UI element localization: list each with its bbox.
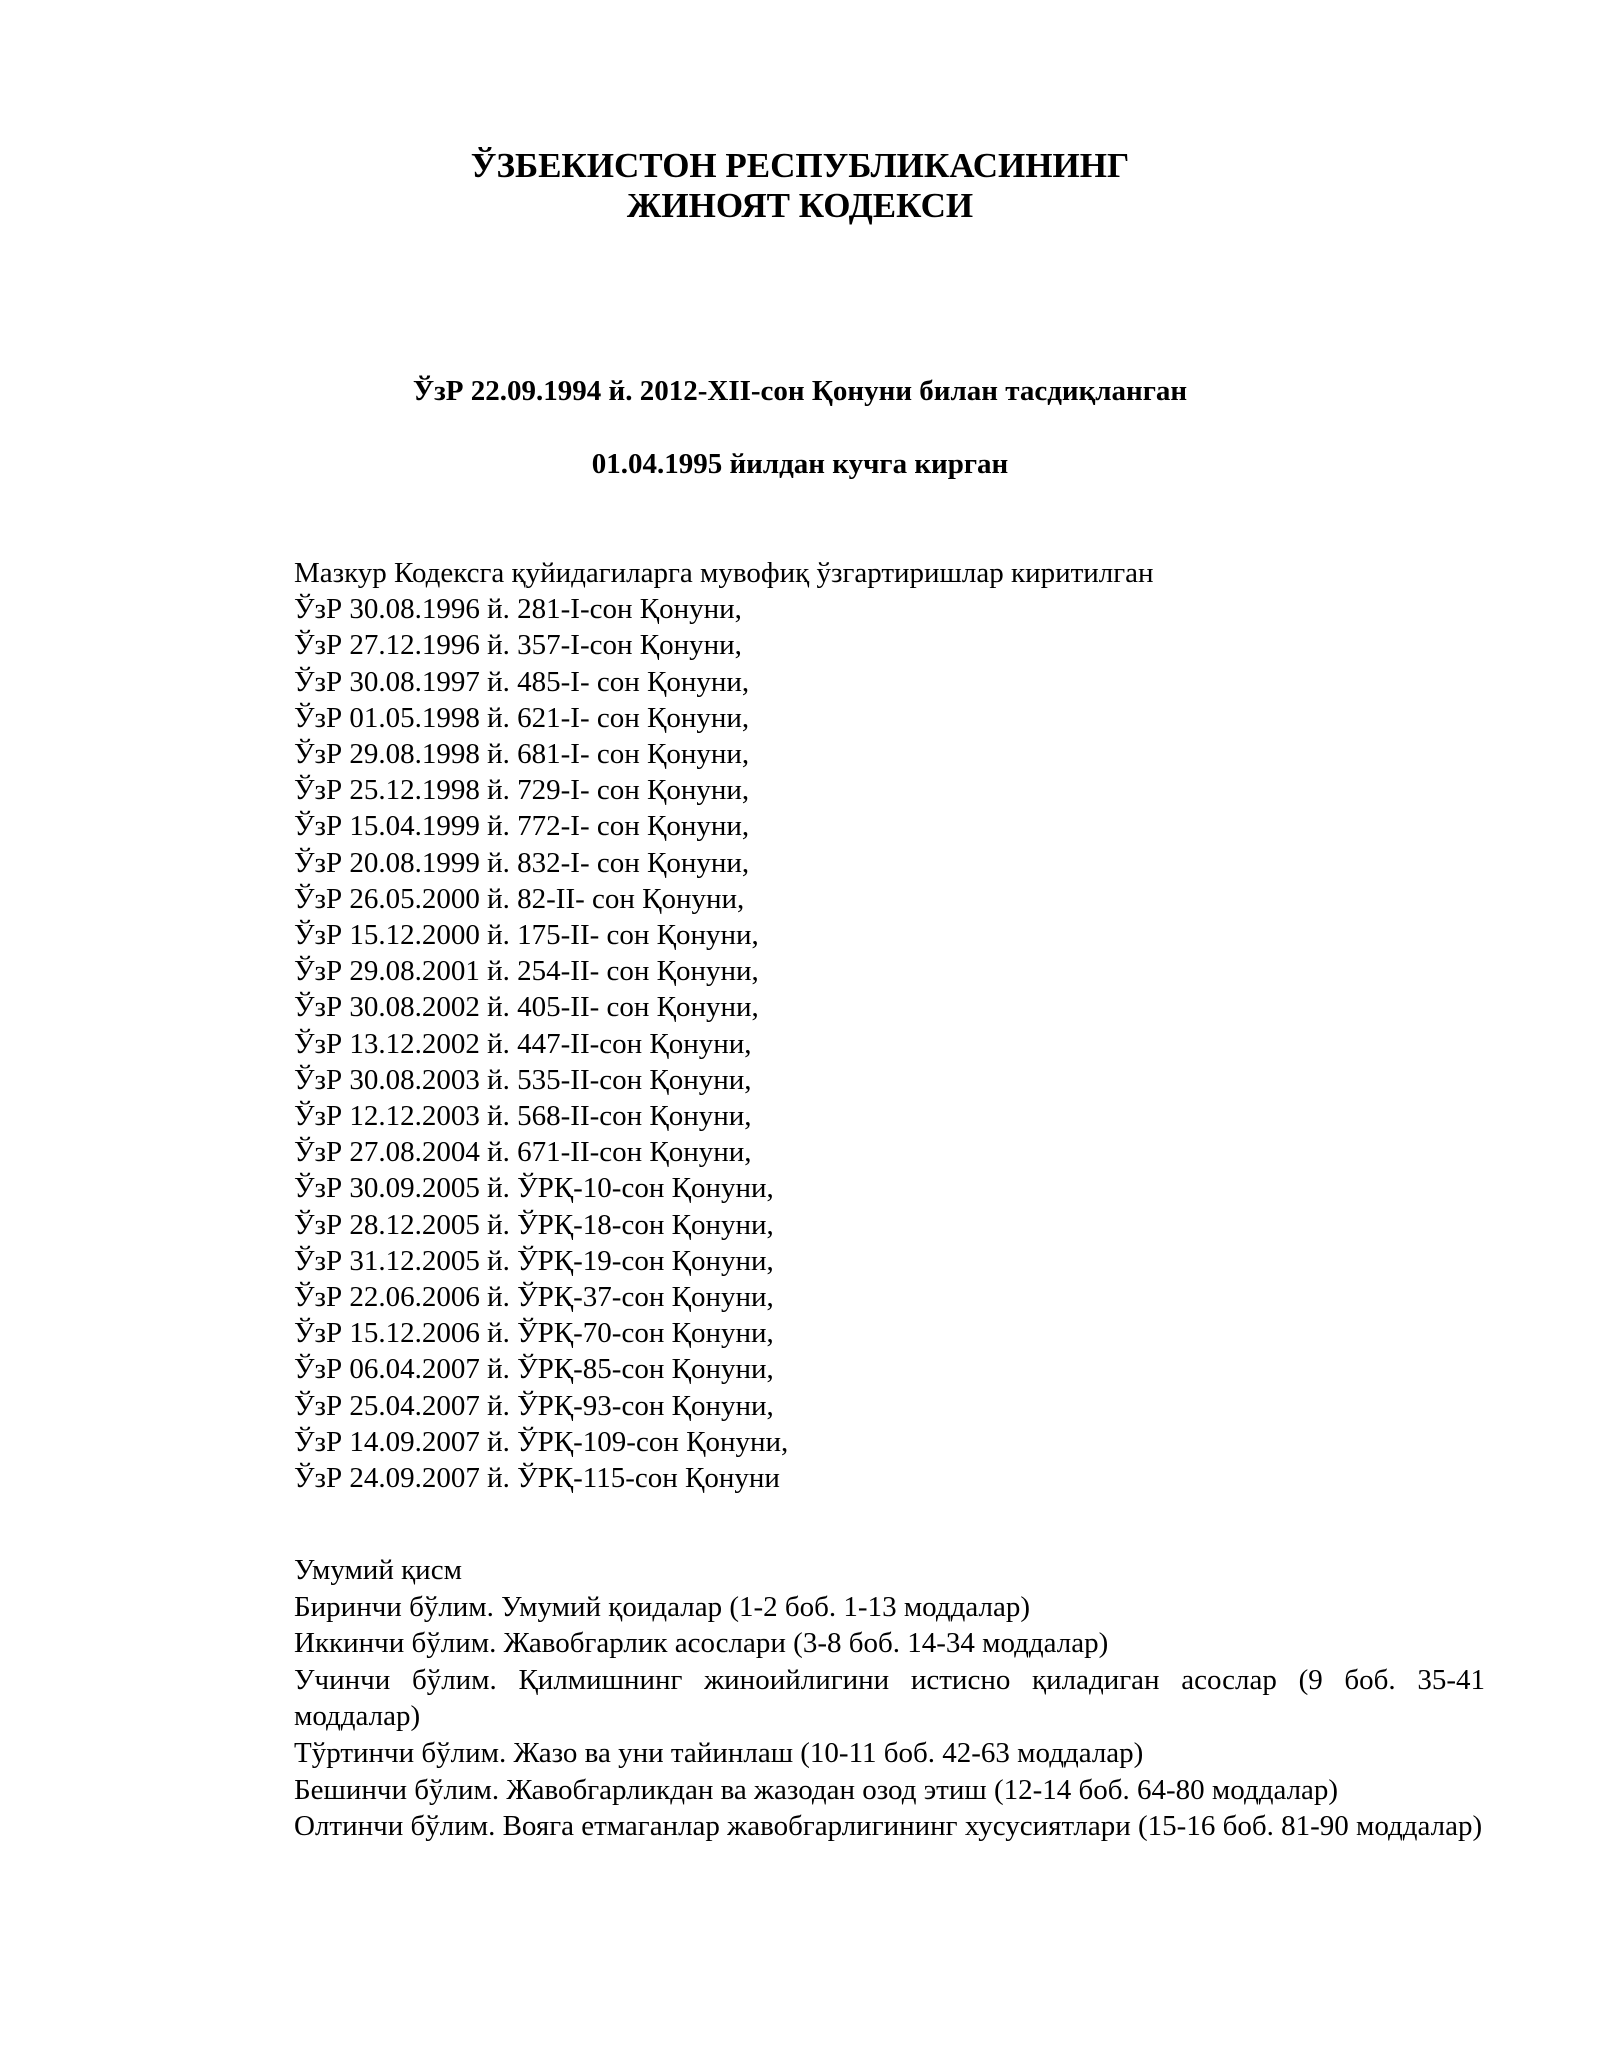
section-item: Биринчи бўлим. Умумий қоидалар (1-2 боб. 1-13 моддалар) [294,1590,1030,1623]
amendment-item: ЎзР 25.04.2007 й. ЎРҚ-93-сон Қонуни, [294,1389,774,1422]
amendment-item: ЎзР 28.12.2005 й. ЎРҚ-18-сон Қонуни, [294,1208,774,1241]
general-part-heading: Умумий қисм [294,1554,462,1586]
amendment-item: ЎзР 22.06.2006 й. ЎРҚ-37-сон Қонуни, [294,1281,774,1314]
title-line-2: ЖИНОЯТ КОДЕКСИ [626,186,974,225]
amendment-item: ЎзР 01.05.1998 й. 621-I- сон Қонуни, [294,701,750,734]
amendment-item: ЎзР 15.04.1999 й. 772-I- сон Қонуни, [294,810,750,843]
amendment-item: ЎзР 26.05.2000 й. 82-II- сон Қонуни, [294,882,745,915]
amendments-list [294,555,1494,1496]
effective-date-note: 01.04.1995 йилдан кучга кирган [591,448,1009,480]
amendment-item: ЎзР 30.08.1997 й. 485-I- сон Қонуни, [294,665,750,698]
amendment-item: ЎзР 13.12.2002 й. 447-II-сон Қонуни, [294,1027,752,1060]
amendment-item: ЎзР 27.08.2004 й. 671-II-сон Қонуни, [294,1136,752,1169]
amendment-item: ЎзР 24.09.2007 й. ЎРҚ-115-сон Қонуни [294,1462,780,1495]
amendment-item: ЎзР 29.08.1998 й. 681-I- сон Қонуни, [294,738,750,771]
amendment-item: ЎзР 20.08.1999 й. 832-I- сон Қонуни, [294,846,750,879]
amendment-item: ЎзР 15.12.2006 й. ЎРҚ-70-сон Қонуни, [294,1317,774,1350]
section-item: Олтинчи бўлим. Вояга етмаганлар жавобгарлигининг хусусиятлари (15-16 боб. 81-90 моддалар) [294,1810,1483,1843]
amendment-item: ЎзР 31.12.2005 й. ЎРҚ-19-сон Қонуни, [294,1244,774,1277]
amendment-item: ЎзР 12.12.2003 й. 568-II-сон Қонуни, [294,1100,752,1133]
amendment-item: ЎзР 14.09.2007 й. ЎРҚ-109-сон Қонуни, [294,1425,789,1458]
document-title [0,146,1600,226]
amendment-item: ЎзР 30.08.2002 й. 405-II- сон Қонуни, [294,991,759,1024]
section-item: Бешинчи бўлим. Жавобгарликдан ва жазодан озод этиш (12-14 боб. 64-80 моддалар) [294,1773,1339,1806]
amendments-intro: Мазкур Кодексга қуйидагиларга мувофиқ ўзгартиришлар киритилган [294,557,1154,589]
section-item: Иккинчи бўлим. Жавобгарлик асослари (3-8 боб. 14-34 моддалар) [294,1627,1109,1660]
title-line-1: ЎЗБЕКИСТОН РЕСПУБЛИКАСИНИНГ [470,146,1130,185]
contents-list [294,1552,1485,1845]
amendment-item: ЎзР 29.08.2001 й. 254-II- сон Қонуни, [294,955,759,988]
amendment-item: ЎзР 30.08.2003 й. 535-II-сон Қонуни, [294,1063,752,1096]
section-item: Учинчи бўлим. Қилмишнинг жиноийлигини истисно қиладиган асослар (9 боб. 35-41 моддалар) [294,1663,1485,1733]
amendment-item: ЎзР 30.09.2005 й. ЎРҚ-10-сон Қонуни, [294,1172,774,1205]
amendment-item: ЎзР 15.12.2000 й. 175-II- сон Қонуни, [294,919,759,952]
amendment-item: ЎзР 25.12.1998 й. 729-I- сон Қонуни, [294,774,750,807]
approval-note: ЎзР 22.09.1994 й. 2012-XII-сон Қонуни билан тасдиқланган [412,375,1188,407]
amendment-item: ЎзР 06.04.2007 й. ЎРҚ-85-сон Қонуни, [294,1353,774,1386]
section-item: Тўртинчи бўлим. Жазо ва уни тайинлаш (10-11 боб. 42-63 моддалар) [294,1736,1144,1769]
amendment-item: ЎзР 30.08.1996 й. 281-I-сон Қонуни, [294,593,742,626]
amendment-item: ЎзР 27.12.1996 й. 357-I-сон Қонуни, [294,629,742,662]
